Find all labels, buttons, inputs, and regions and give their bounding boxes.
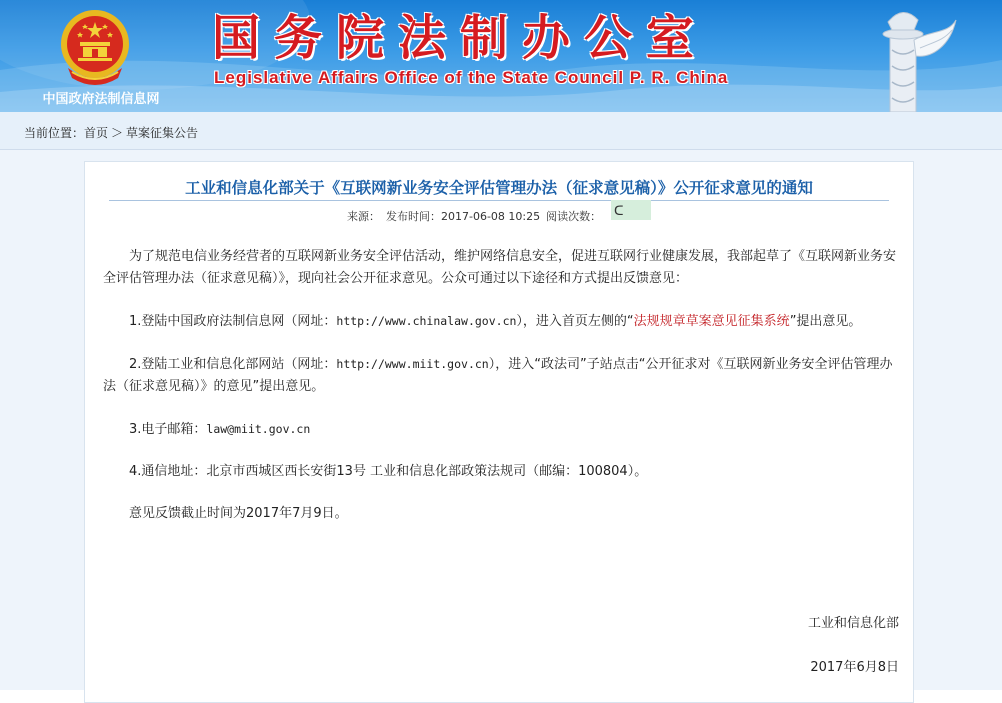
item-1-mid: ），进入首页左侧的“ bbox=[516, 314, 634, 329]
item-2-url: http://www.miit.gov.cn bbox=[336, 357, 489, 371]
signature-date: 2017年6月8日 bbox=[810, 660, 899, 675]
item-4-paragraph: 4.通信地址：北京市西城区西长安街13号 工业和信息化部政策法规司（邮编：100804）。 bbox=[129, 464, 648, 479]
article-meta bbox=[347, 208, 607, 224]
breadcrumb-home-link[interactable]: 首页 bbox=[84, 126, 109, 140]
signature-issuer: 工业和信息化部 bbox=[807, 616, 899, 631]
item-3-prefix: 3.电子邮箱： bbox=[129, 422, 207, 437]
breadcrumb-bar bbox=[0, 112, 1002, 150]
item-1-url: http://www.chinalaw.gov.cn bbox=[336, 314, 517, 328]
article-title: 工业和信息化部关于《互联网新业务安全评估管理办法（征求意见稿）》公开征求意见的通知 bbox=[185, 179, 813, 197]
draft-comment-system-link[interactable]: 法规规章草案意见征集系统 bbox=[633, 314, 790, 329]
item-1-prefix: 1.登陆中国政府法制信息网（网址： bbox=[129, 314, 337, 329]
breadcrumb-current-link[interactable]: 草案征集公告 bbox=[126, 126, 199, 140]
office-title-english: Legislative Affairs Office of the State Council P. R. China bbox=[214, 68, 729, 87]
breadcrumb bbox=[24, 124, 198, 141]
item-1-paragraph bbox=[103, 310, 899, 333]
article-panel bbox=[84, 161, 914, 703]
deadline-paragraph: 意见反馈截止时间为2017年7月9日。 bbox=[129, 506, 348, 521]
item-2-prefix: 2.登陆工业和信息化部网站（网址： bbox=[129, 357, 337, 372]
item-1-suffix: ”提出意见。 bbox=[789, 314, 862, 329]
views-label: 阅读次数： bbox=[546, 210, 602, 223]
item-2-suffix: ），进入“政法司”子站点击“公开征求对《互联网新业务安全评估管理办法（征求意见稿）》的意见”提出意见。 bbox=[103, 357, 893, 394]
site-name: 中国政府法制信息网 bbox=[42, 92, 160, 107]
site-header bbox=[0, 0, 1002, 112]
published-label: 发布时间： bbox=[386, 210, 441, 223]
source-label: 来源： bbox=[347, 210, 380, 223]
title-divider bbox=[109, 200, 889, 201]
breadcrumb-prefix: 当前位置： bbox=[24, 126, 85, 140]
published-value: 2017-06-08 10:25 bbox=[441, 210, 541, 223]
view-counter-widget bbox=[611, 200, 651, 220]
national-emblem-icon bbox=[58, 6, 132, 88]
huabiao-pillar-icon bbox=[852, 0, 962, 112]
office-title-chinese: 国务院法制办公室 bbox=[212, 10, 709, 66]
item-3-paragraph bbox=[103, 418, 899, 441]
intro-paragraph: 为了规范电信业务经营者的互联网新业务安全评估活动，维护网络信息安全，促进互联网行业健康发展，我部起草了《互联网新业务安全评估管理办法（征求意见稿）》，现向社会公开征求意见。公众可通过以下途径和方式提出反馈意见： bbox=[103, 249, 897, 286]
breadcrumb-separator: ＞ bbox=[111, 126, 124, 140]
item-2-paragraph bbox=[103, 353, 899, 398]
article-body bbox=[103, 246, 899, 545]
loading-icon: ᑕ bbox=[614, 204, 624, 219]
item-3-email: law@miit.gov.cn bbox=[206, 422, 311, 436]
